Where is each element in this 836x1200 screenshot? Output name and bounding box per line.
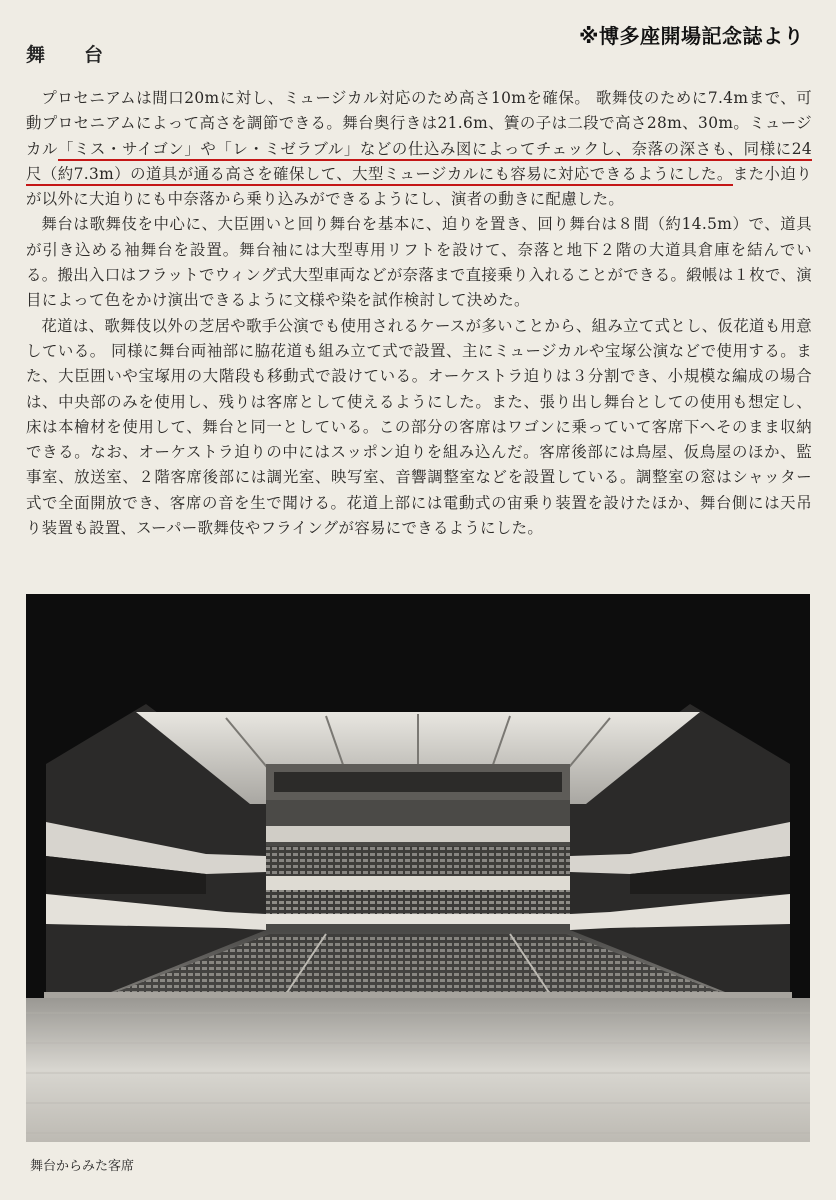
paragraph-1-start: プロセニアムは間口20mに対し、ミュージカル対応のため高さ10mを確保。 歌舞伎のために7.4mまで、可動プロセニアムによって高さを調節できる。舞台奥行きは21.6m、簀の子は二段で高さ28m、30m。ミュージカル bbox=[26, 89, 812, 158]
paragraph-1 bbox=[26, 86, 812, 212]
paragraph-3: 花道は、歌舞伎以外の芝居や歌手公演でも使用されるケースが多いことから、組み立て式とし、仮花道も用意している。 同様に舞台両袖部に脇花道も組み立て式で設置、主にミュージカルや宝塚公演などで使用する。また、大臣囲いや宝塚用の大階段も移動式で設けている。オーケストラ迫りは３分割でき、小規模な編成の場合は、中央部のみを使用し、残りは客席として使えるようにした。また、張り出し舞台としての使用も想定し、床は本檜材を使用して、舞台と同一としている。この部分の客席はワゴンに乗っていて客席下へそのまま収納できる。なお、オーケストラ迫りの中にはスッポン迫りを組み込んだ。客席後部には鳥屋、仮鳥屋のほか、監事室、放送室、２階客席後部には調光室、映写室、音響調整室などを設置している。調整室の窓はシャッター式で全面開放でき、客席の音を生で聞ける。花道上部には電動式の宙乗り装置を設けたほか、舞台側には天吊り装置も設置、スーパー歌舞伎やフライングが容易にできるようにした。 bbox=[26, 316, 812, 538]
highlighted-passage: 「ミス・サイゴン」や「レ・ミゼラブル」などの仕込み図によってチェックし、奈落の深さも、同様に24尺（約7.3m）の道具が通る高さを確保して、大型ミュージカルにも容易に対応できるようにした。 bbox=[26, 140, 812, 186]
source-note: ※博多座開場記念誌より bbox=[579, 24, 804, 48]
auditorium-illustration bbox=[26, 594, 810, 1142]
paragraph-2: 舞台は歌舞伎を中心に、大臣囲いと回り舞台を基本に、迫りを置き、回り舞台は８間（約14.5m）で、道具が引き込める袖舞台を設置。舞台袖には大型専用リフトを設けて、奈落と地下２階の大道具倉庫を結んでいる。搬出入口はフラットでウィング式大型車両などが奈落まで直接乗り入れることができる。緞帳は１枚で、演目によって色をかけ演出できるように文様や染を試作検討して決めた。 bbox=[26, 215, 812, 310]
auditorium-photo bbox=[26, 594, 810, 1142]
photo-caption: 舞台からみた客席 bbox=[30, 1159, 135, 1174]
paragraph-1-end: また小迫りが以外に大迫りにも中奈落から乗り込みができるようにし、演者の動きに配慮した。 bbox=[26, 164, 812, 209]
body-text bbox=[26, 86, 812, 541]
section-heading: 舞 台 bbox=[26, 44, 114, 66]
